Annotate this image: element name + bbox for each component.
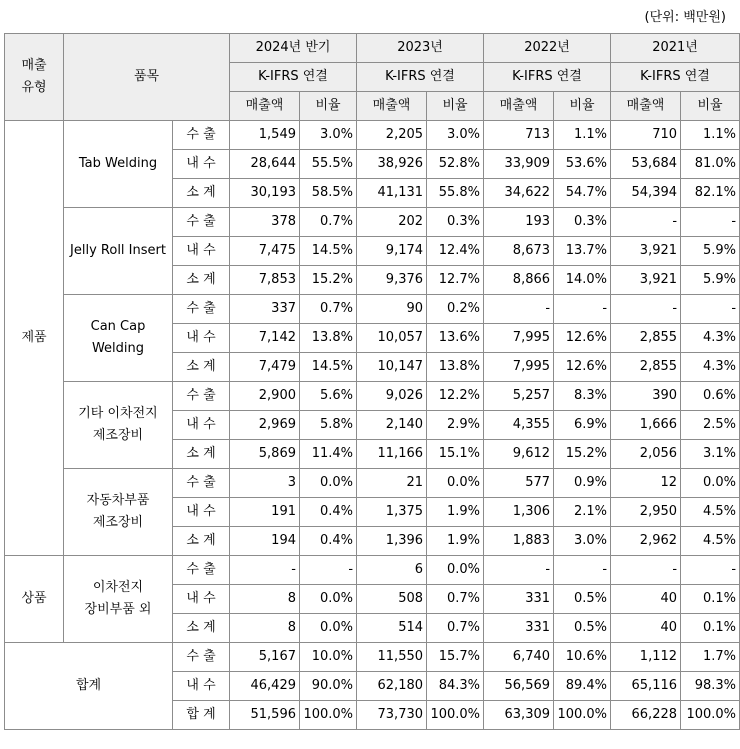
amount-cell: 9,376 (357, 266, 427, 295)
ratio-cell: 12.2% (427, 382, 484, 411)
amount-cell: 514 (357, 614, 427, 643)
ratio-cell: 89.4% (554, 672, 611, 701)
amount-cell: 65,116 (611, 672, 681, 701)
ratio-cell: 0.3% (427, 208, 484, 237)
header-basis: K-IFRS 연결 (357, 63, 484, 92)
amount-cell: 12 (611, 469, 681, 498)
ratio-cell: 13.8% (427, 353, 484, 382)
row-kind-cell: 합 계 (173, 701, 230, 730)
amount-cell: 5,869 (230, 440, 300, 469)
amount-cell: 11,166 (357, 440, 427, 469)
amount-cell: 40 (611, 585, 681, 614)
row-kind-cell: 수 출 (173, 556, 230, 585)
amount-cell: 577 (484, 469, 554, 498)
product-name-cell: 이차전지 장비부품 외 (64, 556, 173, 643)
ratio-cell: 6.9% (554, 411, 611, 440)
header-basis: K-IFRS 연결 (484, 63, 611, 92)
amount-cell: 6,740 (484, 643, 554, 672)
ratio-cell: 0.0% (300, 469, 357, 498)
ratio-cell: 5.9% (681, 237, 740, 266)
amount-cell: 66,228 (611, 701, 681, 730)
amount-cell: 1,375 (357, 498, 427, 527)
ratio-cell: 0.1% (681, 585, 740, 614)
amount-cell: 710 (611, 121, 681, 150)
ratio-cell: 100.0% (427, 701, 484, 730)
amount-cell: - (611, 556, 681, 585)
ratio-cell: 0.1% (681, 614, 740, 643)
row-kind-cell: 수 출 (173, 382, 230, 411)
amount-cell: 2,855 (611, 353, 681, 382)
header-amount: 매출액 (611, 92, 681, 121)
amount-cell: 63,309 (484, 701, 554, 730)
amount-cell: 193 (484, 208, 554, 237)
ratio-cell: 8.3% (554, 382, 611, 411)
amount-cell: 34,622 (484, 179, 554, 208)
header-ratio: 비율 (427, 92, 484, 121)
ratio-cell: 3.0% (554, 527, 611, 556)
ratio-cell: 14.5% (300, 237, 357, 266)
ratio-cell: 2.9% (427, 411, 484, 440)
amount-cell: 53,684 (611, 150, 681, 179)
amount-cell: 7,853 (230, 266, 300, 295)
ratio-cell: 52.8% (427, 150, 484, 179)
ratio-cell: 0.7% (427, 585, 484, 614)
amount-cell: 1,306 (484, 498, 554, 527)
amount-cell: 7,142 (230, 324, 300, 353)
amount-cell: 9,026 (357, 382, 427, 411)
ratio-cell: 15.1% (427, 440, 484, 469)
ratio-cell: - (300, 556, 357, 585)
ratio-cell: 12.6% (554, 324, 611, 353)
product-name-cell: 기타 이차전지 제조장비 (64, 382, 173, 469)
ratio-cell: 1.1% (681, 121, 740, 150)
ratio-cell: 0.0% (300, 614, 357, 643)
sales-type-cell: 상품 (5, 556, 64, 643)
table-row (5, 295, 740, 324)
amount-cell: 54,394 (611, 179, 681, 208)
header-product: 품목 (64, 34, 230, 121)
product-name-cell: Jelly Roll Insert (64, 208, 173, 295)
amount-cell: 7,479 (230, 353, 300, 382)
amount-cell: 202 (357, 208, 427, 237)
amount-cell: 331 (484, 614, 554, 643)
unit-label: (단위: 백만원) (644, 10, 726, 25)
ratio-cell: 100.0% (554, 701, 611, 730)
row-kind-cell: 소 계 (173, 527, 230, 556)
ratio-cell: 4.3% (681, 353, 740, 382)
amount-cell: 508 (357, 585, 427, 614)
amount-cell: 2,205 (357, 121, 427, 150)
amount-cell: 90 (357, 295, 427, 324)
header-sales-type-label: 매출 유형 (21, 58, 47, 95)
table-row (5, 382, 740, 411)
ratio-cell: 4.5% (681, 498, 740, 527)
ratio-cell: 53.6% (554, 150, 611, 179)
header-period-3: 2021년 (611, 34, 740, 63)
ratio-cell: 3.0% (427, 121, 484, 150)
amount-cell: 9,612 (484, 440, 554, 469)
ratio-cell: 0.5% (554, 585, 611, 614)
row-kind-cell: 소 계 (173, 266, 230, 295)
table-row (5, 121, 740, 150)
row-kind-cell: 소 계 (173, 353, 230, 382)
header-amount: 매출액 (230, 92, 300, 121)
ratio-cell: 100.0% (681, 701, 740, 730)
amount-cell: 194 (230, 527, 300, 556)
header-sales-type (5, 34, 64, 121)
amount-cell: 2,950 (611, 498, 681, 527)
amount-cell: 28,644 (230, 150, 300, 179)
ratio-cell: 15.2% (300, 266, 357, 295)
ratio-cell: 0.3% (554, 208, 611, 237)
amount-cell: 713 (484, 121, 554, 150)
ratio-cell: 14.5% (300, 353, 357, 382)
ratio-cell: 4.3% (681, 324, 740, 353)
ratio-cell: 55.8% (427, 179, 484, 208)
ratio-cell: 3.0% (300, 121, 357, 150)
amount-cell: 8 (230, 614, 300, 643)
table-row (5, 208, 740, 237)
ratio-cell: 10.6% (554, 643, 611, 672)
amount-cell: 41,131 (357, 179, 427, 208)
amount-cell: 2,056 (611, 440, 681, 469)
ratio-cell: 0.7% (300, 208, 357, 237)
amount-cell: 2,969 (230, 411, 300, 440)
table-header (5, 34, 740, 121)
amount-cell: 7,995 (484, 324, 554, 353)
row-kind-cell: 소 계 (173, 614, 230, 643)
amount-cell: 8,866 (484, 266, 554, 295)
amount-cell: 1,396 (357, 527, 427, 556)
amount-cell: 10,057 (357, 324, 427, 353)
amount-cell: 56,569 (484, 672, 554, 701)
ratio-cell: 0.0% (427, 469, 484, 498)
amount-cell: 30,193 (230, 179, 300, 208)
ratio-cell: 13.8% (300, 324, 357, 353)
row-kind-cell: 수 출 (173, 469, 230, 498)
ratio-cell: - (681, 556, 740, 585)
ratio-cell: - (554, 295, 611, 324)
ratio-cell: 5.6% (300, 382, 357, 411)
ratio-cell: 58.5% (300, 179, 357, 208)
amount-cell: 10,147 (357, 353, 427, 382)
ratio-cell: 84.3% (427, 672, 484, 701)
amount-cell: 51,596 (230, 701, 300, 730)
row-kind-cell: 소 계 (173, 440, 230, 469)
ratio-cell: 5.9% (681, 266, 740, 295)
ratio-cell: 5.8% (300, 411, 357, 440)
ratio-cell: 1.7% (681, 643, 740, 672)
amount-cell: 73,730 (357, 701, 427, 730)
total-label-cell: 합계 (5, 643, 173, 730)
ratio-cell: 0.0% (681, 469, 740, 498)
sales-table (4, 33, 740, 730)
amount-cell: 3,921 (611, 266, 681, 295)
ratio-cell: 3.1% (681, 440, 740, 469)
amount-cell: 11,550 (357, 643, 427, 672)
amount-cell: 5,167 (230, 643, 300, 672)
amount-cell: - (230, 556, 300, 585)
ratio-cell: 0.0% (300, 585, 357, 614)
amount-cell: 6 (357, 556, 427, 585)
ratio-cell: 2.1% (554, 498, 611, 527)
amount-cell: 2,962 (611, 527, 681, 556)
amount-cell: 4,355 (484, 411, 554, 440)
ratio-cell: 0.5% (554, 614, 611, 643)
amount-cell: 62,180 (357, 672, 427, 701)
ratio-cell: 1.9% (427, 527, 484, 556)
header-period-2: 2022년 (484, 34, 611, 63)
amount-cell: 5,257 (484, 382, 554, 411)
ratio-cell: 2.5% (681, 411, 740, 440)
ratio-cell: 98.3% (681, 672, 740, 701)
ratio-cell: 82.1% (681, 179, 740, 208)
amount-cell: 40 (611, 614, 681, 643)
row-kind-cell: 내 수 (173, 498, 230, 527)
row-kind-cell: 내 수 (173, 237, 230, 266)
amount-cell: 21 (357, 469, 427, 498)
row-kind-cell: 수 출 (173, 208, 230, 237)
row-kind-cell: 내 수 (173, 324, 230, 353)
ratio-cell: 0.7% (300, 295, 357, 324)
amount-cell: 390 (611, 382, 681, 411)
product-name-cell: Can Cap Welding (64, 295, 173, 382)
header-period-1: 2023년 (357, 34, 484, 63)
amount-cell: - (484, 556, 554, 585)
total-row (5, 643, 740, 672)
ratio-cell: 14.0% (554, 266, 611, 295)
ratio-cell: 0.4% (300, 527, 357, 556)
row-kind-cell: 수 출 (173, 295, 230, 324)
product-name-cell: Tab Welding (64, 121, 173, 208)
ratio-cell: - (681, 295, 740, 324)
ratio-cell: 0.7% (427, 614, 484, 643)
amount-cell: 1,112 (611, 643, 681, 672)
amount-cell: 378 (230, 208, 300, 237)
amount-cell: 337 (230, 295, 300, 324)
table-row (5, 469, 740, 498)
amount-cell: - (611, 295, 681, 324)
ratio-cell: 0.4% (300, 498, 357, 527)
amount-cell: 2,140 (357, 411, 427, 440)
ratio-cell: 0.9% (554, 469, 611, 498)
ratio-cell: 13.6% (427, 324, 484, 353)
ratio-cell: 12.6% (554, 353, 611, 382)
amount-cell: 38,926 (357, 150, 427, 179)
table-row (5, 556, 740, 585)
ratio-cell: - (681, 208, 740, 237)
amount-cell: 1,883 (484, 527, 554, 556)
row-kind-cell: 내 수 (173, 672, 230, 701)
amount-cell: 3 (230, 469, 300, 498)
row-kind-cell: 소 계 (173, 179, 230, 208)
amount-cell: 3,921 (611, 237, 681, 266)
amount-cell: 33,909 (484, 150, 554, 179)
header-ratio: 비율 (300, 92, 357, 121)
ratio-cell: - (554, 556, 611, 585)
ratio-cell: 0.6% (681, 382, 740, 411)
amount-cell: 46,429 (230, 672, 300, 701)
ratio-cell: 11.4% (300, 440, 357, 469)
row-kind-cell: 수 출 (173, 121, 230, 150)
amount-cell: 8 (230, 585, 300, 614)
ratio-cell: 100.0% (300, 701, 357, 730)
product-name-cell: 자동차부품 제조장비 (64, 469, 173, 556)
ratio-cell: 81.0% (681, 150, 740, 179)
sales-type-cell: 제품 (5, 121, 64, 556)
ratio-cell: 12.7% (427, 266, 484, 295)
header-amount: 매출액 (484, 92, 554, 121)
amount-cell: 2,855 (611, 324, 681, 353)
amount-cell: - (484, 295, 554, 324)
ratio-cell: 15.7% (427, 643, 484, 672)
table-body (5, 121, 740, 730)
header-basis: K-IFRS 연결 (611, 63, 740, 92)
ratio-cell: 90.0% (300, 672, 357, 701)
ratio-cell: 10.0% (300, 643, 357, 672)
amount-cell: 331 (484, 585, 554, 614)
ratio-cell: 55.5% (300, 150, 357, 179)
amount-cell: 1,549 (230, 121, 300, 150)
amount-cell: 2,900 (230, 382, 300, 411)
row-kind-cell: 내 수 (173, 411, 230, 440)
amount-cell: 1,666 (611, 411, 681, 440)
ratio-cell: 1.9% (427, 498, 484, 527)
amount-cell: 7,475 (230, 237, 300, 266)
ratio-cell: 12.4% (427, 237, 484, 266)
ratio-cell: 0.0% (427, 556, 484, 585)
header-ratio: 비율 (554, 92, 611, 121)
row-kind-cell: 내 수 (173, 150, 230, 179)
row-kind-cell: 수 출 (173, 643, 230, 672)
amount-cell: - (611, 208, 681, 237)
ratio-cell: 15.2% (554, 440, 611, 469)
header-amount: 매출액 (357, 92, 427, 121)
ratio-cell: 0.2% (427, 295, 484, 324)
amount-cell: 7,995 (484, 353, 554, 382)
ratio-cell: 4.5% (681, 527, 740, 556)
header-period-0: 2024년 반기 (230, 34, 357, 63)
ratio-cell: 54.7% (554, 179, 611, 208)
amount-cell: 191 (230, 498, 300, 527)
amount-cell: 9,174 (357, 237, 427, 266)
header-basis: K-IFRS 연결 (230, 63, 357, 92)
ratio-cell: 1.1% (554, 121, 611, 150)
row-kind-cell: 내 수 (173, 585, 230, 614)
ratio-cell: 13.7% (554, 237, 611, 266)
amount-cell: 8,673 (484, 237, 554, 266)
header-ratio: 비율 (681, 92, 740, 121)
